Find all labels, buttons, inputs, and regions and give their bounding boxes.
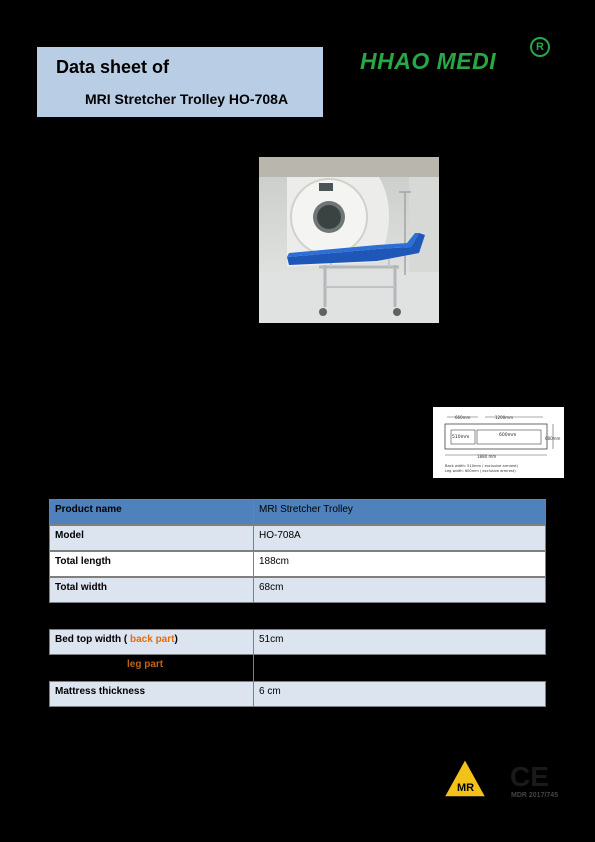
table-row (49, 681, 546, 707)
diagram-note-back: Back width: 510mm ( exclusive armrest) (445, 464, 518, 468)
document-title: Data sheet of (56, 57, 170, 77)
dim-top-right: 1200mm (495, 415, 513, 420)
table-row (49, 525, 546, 551)
dim-inner-right: 600mm (499, 433, 517, 438)
registered-mark: R (530, 37, 550, 57)
dimension-diagram (433, 407, 564, 478)
table-row (49, 629, 546, 655)
ce-mark-icon (510, 760, 554, 790)
bed-top-width-prefix: Bed top width ( (55, 634, 130, 645)
ce-label: CE (510, 761, 549, 790)
bed-top-width-suffix: ) (174, 634, 178, 645)
table-row (49, 551, 546, 577)
mdr-regulation: MDR 2017/745 (511, 792, 559, 799)
product-title: MRI Stretcher Trolley HO-708A (85, 91, 289, 107)
dim-inner-left: 510mm (452, 435, 470, 440)
diagram-note-leg: Leg width: 600mm ( exclusive armrest) (445, 469, 516, 473)
model-value: HO-708A (259, 530, 301, 541)
mattress-thickness-label: Mattress thickness (50, 682, 254, 706)
dim-bottom: 1880 mm (477, 454, 497, 459)
total-length-value: 188cm (259, 556, 290, 567)
dim-top-left: 660mm (455, 415, 471, 420)
product-name-value: MRI Stretcher Trolley (259, 504, 353, 515)
table-header-row (49, 499, 546, 525)
brand-logo: HHAO MEDI (360, 48, 497, 74)
total-width-value: 68cm (259, 582, 284, 593)
dim-right: 680mm (545, 436, 561, 441)
mr-label: MR (457, 782, 475, 794)
bed-top-width-label (50, 630, 254, 654)
mr-conditional-icon (442, 757, 488, 799)
leg-part-label: leg part (127, 659, 164, 670)
product-name-label: Product name (50, 500, 254, 524)
title-box (37, 47, 323, 117)
product-photo (259, 157, 439, 323)
model-label: Model (50, 526, 254, 550)
table-divider (253, 655, 254, 681)
total-width-label: Total width (50, 578, 254, 602)
mattress-thickness-value: 6 cm (259, 686, 281, 697)
back-part-highlight: back part (130, 634, 175, 645)
table-row (49, 577, 546, 603)
total-length-label: Total length (50, 552, 254, 576)
bed-top-width-value: 51cm (259, 634, 284, 645)
